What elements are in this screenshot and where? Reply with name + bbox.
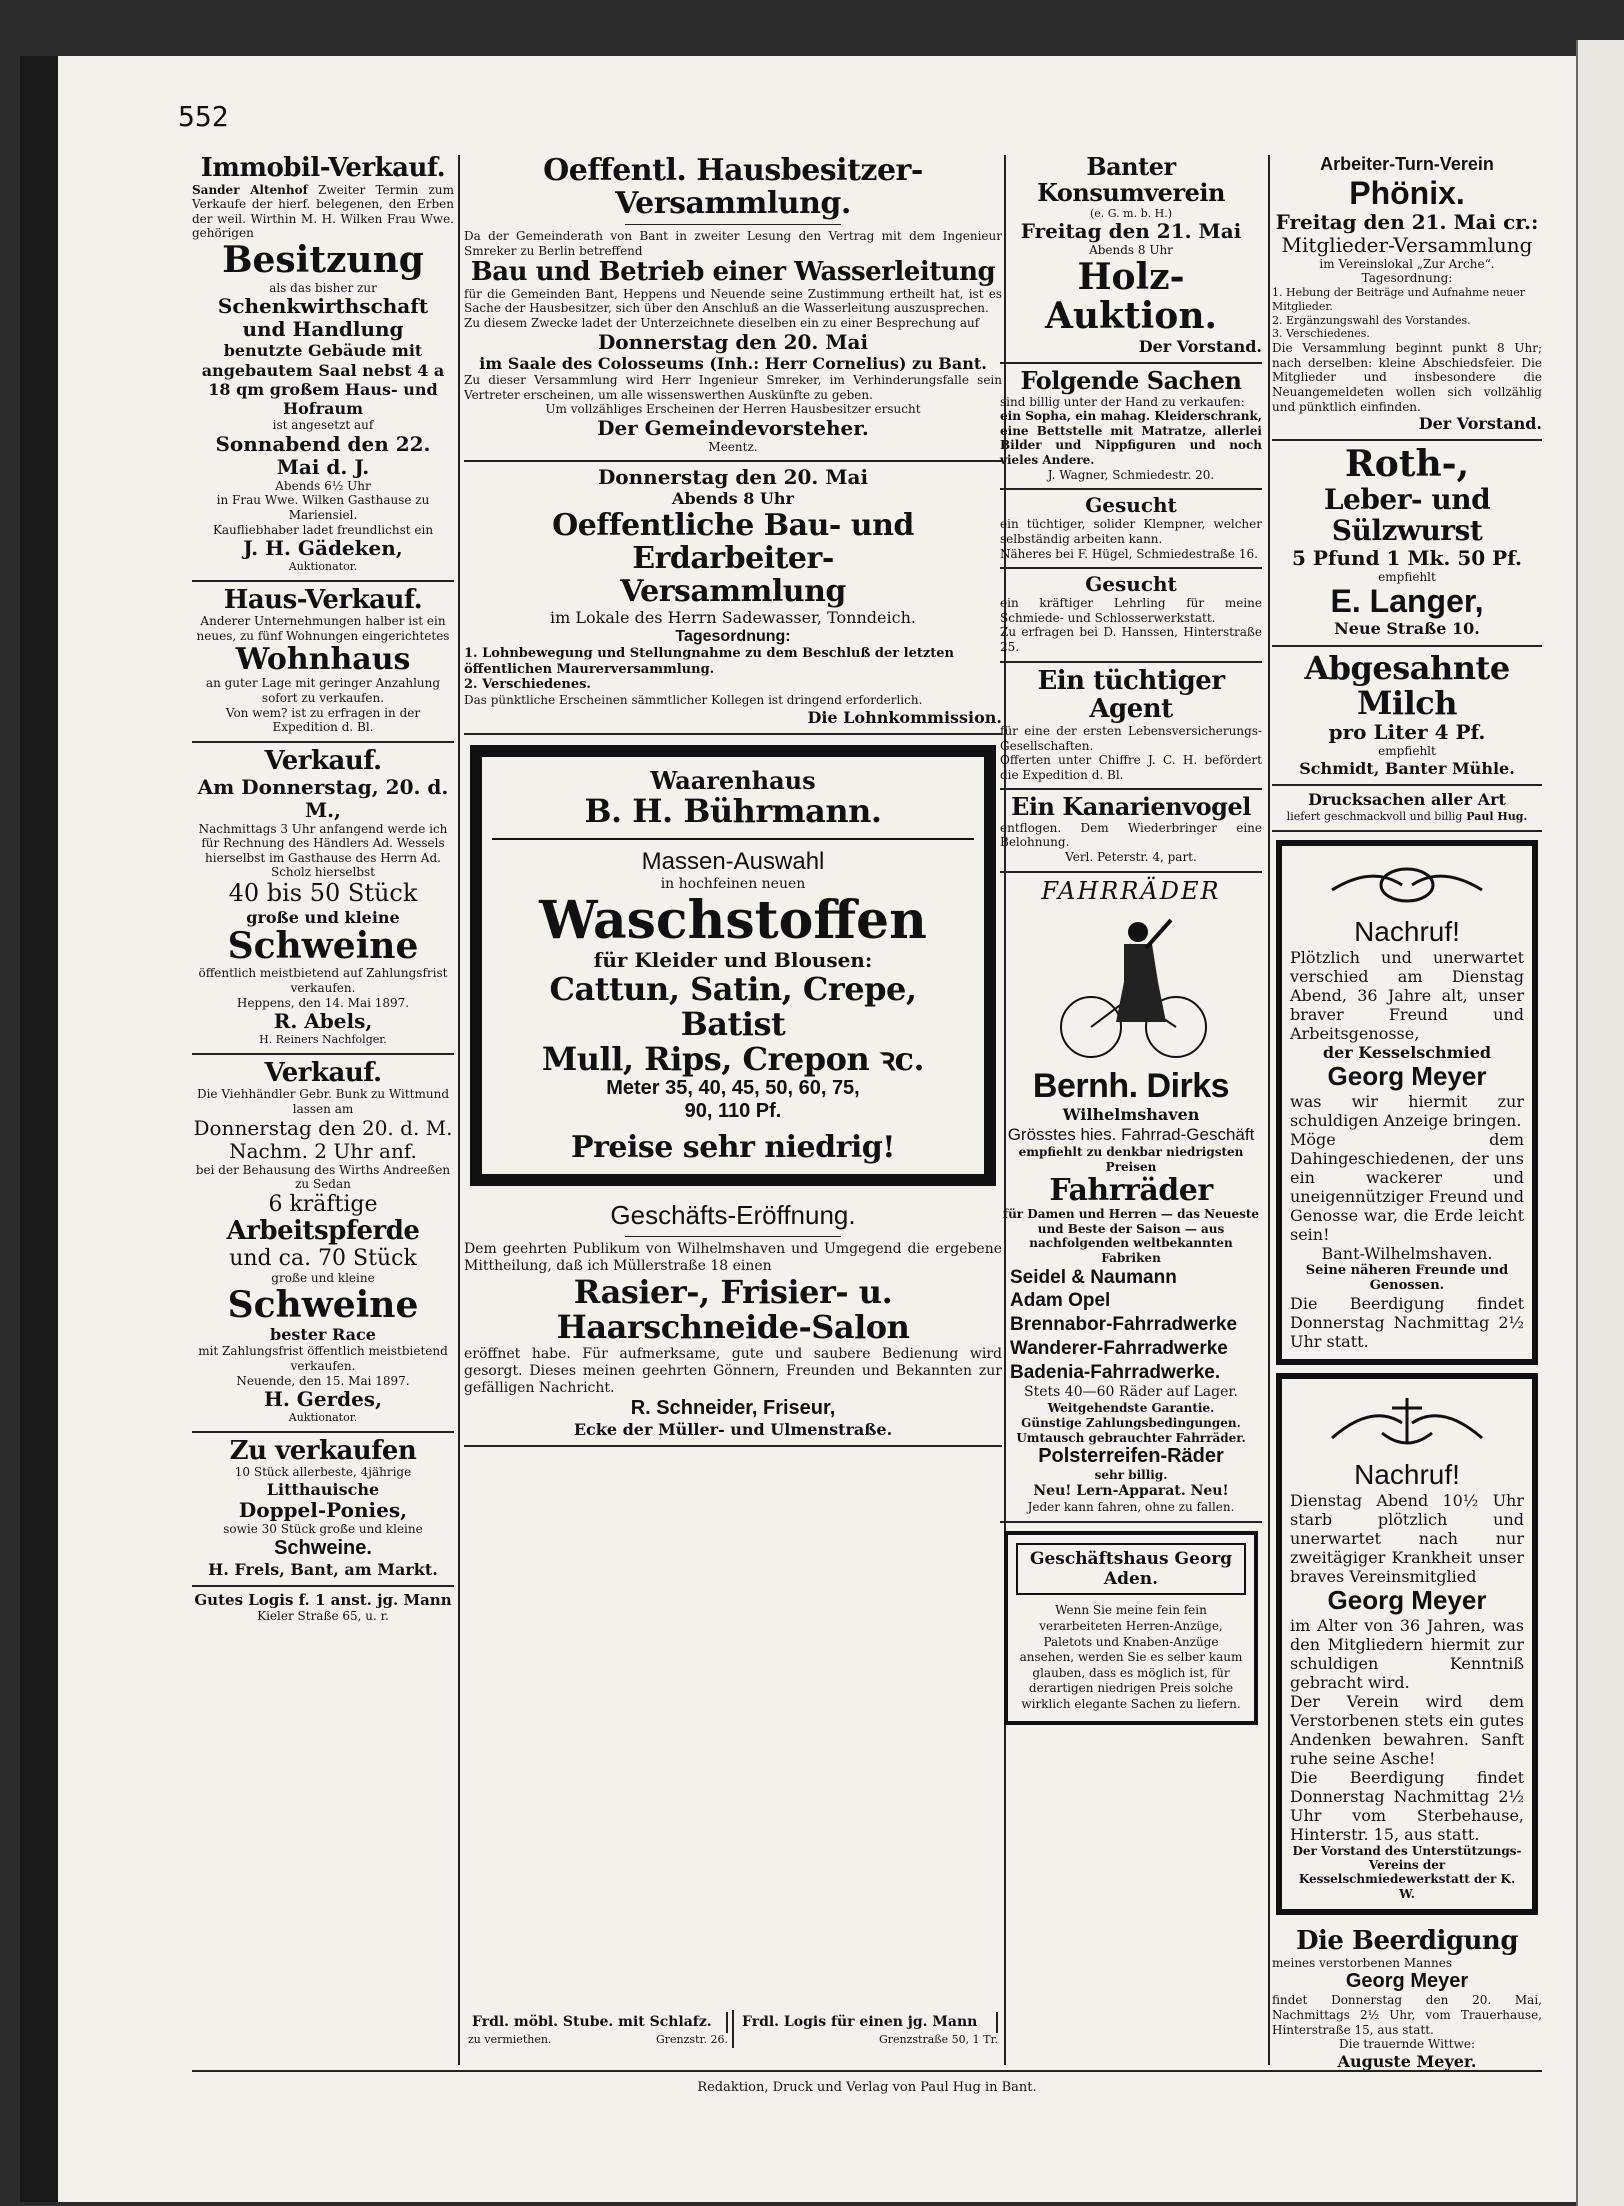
ad-date: Sonnabend den 22. Mai d. J. [215,431,431,479]
ad-title: Ein Kanarienvogel [1011,792,1251,822]
ad-text: benutzte Gebäude mit angebautem Saal nebst 4 a 18 qm großem Haus- und Hofraum [201,341,445,418]
ad-place: im Saale des Colosseums (Inh.: Herr Cornelius) zu Bant. [479,353,987,373]
brand-item: Brennabor-Fahrradwerke [1010,1314,1238,1336]
ad-big-word: Wohnhaus [235,642,411,678]
ad-text: Zu diesem Zwecke ladet der Unterzeichnete dieselben ein zu einer Besprechung auf [464,316,980,331]
ad-slogan: Preise sehr niedrig! [571,1130,895,1166]
ad-title: Frdl. möbl. Stube. mit Schlafz. [468,2012,728,2033]
ad-text: für eine der ersten Lebensversicherungs-Gesellschaften. [1000,723,1262,753]
ad-agenda-item: 1. Lohnbewegung und Stellungnahme zu dem Beschluß der letzten öffentlichen Maurerversammlung. [464,646,954,677]
anchor-wreath-icon [1322,1393,1492,1453]
ad-agenda-item: 2. Ergänzungswahl des Vorstandes. [1272,313,1471,327]
ad-text: sehr billig. [1094,1468,1168,1483]
ad-text: mit Zahlungsfrist öffentlich meistbietend verkaufen. [198,1344,448,1373]
ad-title: Gutes Logis f. 1 anst. jg. Mann [194,1590,452,1609]
ad-text: sowie 30 Stück große und kleine [223,1522,423,1537]
ad-signer: Auguste Meyer. [1337,2051,1477,2071]
ad-text: Dienstag Abend 10½ Uhr starb plötzlich und unerwartet nach nur zweitägiger Krankheit unser braves Vereinsmitglied [1290,1490,1524,1586]
ad-date: Donnerstag den 20. Mai [597,465,869,490]
ad-count: und ca. 70 Stück [229,1245,417,1271]
ad-big-word: Versammlung [620,573,846,609]
ad-big-word: Roth-, [1344,443,1470,486]
ad-title: Banter Konsumverein [1037,152,1225,208]
ad-immobil-verkauf [192,150,454,582]
ad-role: Auktionator. [288,1411,358,1425]
ad-date: Donnerstag den 20. Mai [597,329,869,354]
ad-list: Mull, Rips, Crepon ꝛc. [541,1040,925,1079]
ad-place: im Lokale des Herrn Sadewasser, Tonndeich. [550,607,916,627]
ad-time: Abends 8 Uhr [672,489,794,509]
column-3 [1000,150,1262,1733]
ad-title: Gesucht [1085,493,1177,518]
ad-title: Nachruf! [1354,1458,1460,1490]
divider [492,838,974,840]
ad-text: liefert geschmackvoll und billig [1286,809,1463,823]
ad-name: Georg Meyer [1327,1584,1487,1615]
ad-title: Drucksachen aller Art [1308,789,1506,809]
ad-signer: Der Vorstand des Unterstützungs-Vereins der Kesselschmiedewerkstatt der K. W. [1292,1843,1522,1901]
ad-signer: Der Vorstand. [1138,337,1262,356]
ad-waarenhaus [470,745,996,1187]
column-rule [458,155,460,2065]
ad-text: Dem geehrten Publikum von Wilhelmshaven und Umgegend die ergebene Mittheilung, daß ich Müllerstraße 18 einen [464,1241,1002,1275]
ad-name: Meentz. [708,439,758,454]
ad-text: Möge dem Dahingeschiedenen, der uns ein wackerer und uneigennütziger Freund und Genosse war, die Erde leicht sein! [1290,1129,1524,1244]
ad-text: öffentlich meistbietend auf Zahlungsfrist verkaufen. [198,966,448,996]
ad-big-word: Abgesahnte Milch [1304,648,1510,722]
ad-date: Freitag den 21. Mai cr.: [1275,209,1539,234]
ad-haus-verkauf [192,582,454,743]
ad-agenda-title: Tagesordnung: [675,628,791,646]
ad-signer: J. Wagner, Schmiedestr. 20. [1047,467,1215,482]
ad-text: meines verstorbenen Mannes [1272,1955,1452,1970]
ad-role: Auktionator. [288,560,358,574]
ad-nachruf-2 [1276,1373,1538,1915]
imprint-footer: Redaktion, Druck und Verlag von Paul Hug in Bant. [192,2070,1542,2095]
ad-price: 5 Pfund 1 Mk. 50 Pf. [1291,545,1523,570]
ad-signer: R. Abels, [273,1009,373,1034]
ad-agent [1000,663,1262,791]
ad-georg-aden [1004,1531,1258,1725]
ad-text: Nachmittags 3 Uhr anfangend werde ich für Rechnung des Händlers Ad. Wessels hierselbst im Gasthause des Herrn Ad. Scholz hierselbst [198,821,448,880]
ad-name: Schmidt, Banter Mühle. [1299,758,1515,778]
ad-agenda-title: Tagesordnung: [1361,271,1453,286]
book-binding [20,56,58,2202]
ad-logis [192,1587,454,1630]
ad-text: Näheres bei F. Hügel, Schmiedestraße 16. [1000,546,1258,561]
ad-kanarienvogel [1000,790,1262,872]
ad-title: Waarenhaus [650,765,816,795]
ad-text: Zweiter Termin zum Verkaufe der hierf. belegenen, den Erben der weil. Wirthin M. H. Wilken Frau Wwe. gehörigen [192,182,454,241]
ad-signer: Der Vorstand. [1418,414,1542,434]
ad-name: Georg Meyer [1345,1970,1469,1993]
divider [625,224,840,225]
ad-signer: R. Schneider, Friseur, [630,1396,836,1419]
ad-text: Stets 40—60 Räder auf Lager. [1024,1384,1238,1401]
ad-zu-verkaufen [192,1433,454,1587]
ad-text: ein Sopha, ein mahag. Kleiderschrank, eine Bettstelle mit Matratze, allerlei Bilder und Nippfiguren und noch vieles Andere. [1000,409,1262,468]
ad-text: Zu dieser Versammlung wird Herr Ingenieur Smreker, im Verhinderungsfalle sein Vertreter erscheinen, um alle wissenswerthen Auskünfte zu geben. [464,372,1002,402]
ad-sub: Grösstes hies. Fahrrad-Geschäft [1007,1124,1255,1144]
ad-text: Die Beerdigung findet Donnerstag Nachmittag 2½ Uhr vom Sterbehause, Hinterstr. 15, aus statt. [1290,1767,1524,1844]
brand-list [1000,1266,1262,1385]
ad-name: Georg Meyer [1327,1060,1487,1091]
ad-big-word: Rasier-, Frisier- u. Haarschneide-Salon [556,1273,910,1347]
ad-signer: H. Gerdes, [263,1387,383,1412]
ad-sub: für Kleider und Blousen: [593,947,873,972]
ad-title: Frdl. Logis für einen jg. Mann [738,2012,998,2033]
ad-title: Geschäfts-Eröffnung. [610,1200,856,1231]
ad-text: Umtausch gebrauchter Fahrräder. [1016,1430,1246,1445]
ad-sub: Schenkwirthschaft [217,294,429,319]
ad-verkauf-2 [192,1055,454,1433]
ad-text: was wir hiermit zur schuldigen Anzeige bringen. [1290,1091,1524,1130]
ad-address: Ecke der Müller- und Ulmenstraße. [573,1419,893,1439]
ad-text: Die Viehhändler Gebr. Bunk zu Wittmund lassen am [196,1087,450,1116]
ad-wurst [1272,441,1542,646]
column-4 [1272,150,1542,2077]
ad-text: im Alter von 36 Jahren, was den Mitgliedern hiermit zur schuldigen Kenntniß gebracht wird. [1290,1615,1524,1692]
ad-sub: Litthauische [266,1479,380,1499]
ad-big-word: Arbeitspferde [226,1216,420,1247]
ad-big-word: Holz-Auktion. [1044,255,1218,338]
ad-name: Paul Hug. [1466,809,1528,823]
ad-price: Meter 35, 40, 45, 50, 60, 75, [606,1077,860,1100]
ad-text: Die Beerdigung findet Donnerstag Nachmittag 2½ Uhr statt. [1290,1293,1524,1351]
ad-text: 10 Stück allerbeste, 4jährige [234,1465,412,1480]
ad-title: Haus-Verkauf. [223,584,423,615]
ad-agenda-item: 1. Hebung der Beiträge und Aufnahme neuer Mitglieder. [1272,286,1525,313]
ad-signer: Seine näheren Freunde und Genossen. [1305,1262,1509,1294]
ad-sub: Massen-Auswahl [641,847,825,875]
ad-big-word: Polsterreifen-Räder [1038,1445,1224,1468]
ad-title: Ein tüchtiger Agent [1037,665,1225,725]
ad-title: Zu verkaufen [229,1435,417,1466]
ad-text: Neu! Lern-Apparat. Neu! [1033,1482,1229,1499]
ad-count: 6 kräftige [268,1191,378,1217]
ad-big-word: Besitzung [222,239,424,282]
ad-beerdigung [1272,1923,1542,2077]
ad-folgende-sachen [1000,364,1262,490]
ad-time: Nachm. 2 Uhr anf. [229,1138,417,1163]
brand-item: Wanderer-Fahrradwerke [1010,1337,1228,1359]
ad-address: Grenzstr. 26. [655,2032,728,2046]
ad-text: eröffnet habe. Für aufmerksame, gute und saubere Bedienung wird gesorgt. Dieses meinen geehrten Gönnern, Freunden und Bekannten zur gefälligen Nachricht. [464,1345,1002,1396]
ad-text: bei der Behausung des Wirths Andreeßen zu Sedan [195,1162,451,1192]
ad-sub: bester Race [270,1325,376,1345]
ad-logo: FAHRRÄDER [1041,876,1221,905]
ad-text: empfiehlt [1378,743,1436,758]
ad-signer: J. H. Gädeken, [243,536,403,561]
ad-title: Geschäftshaus Georg Aden. [1016,1543,1246,1596]
ad-big-word: Schweine [227,924,419,967]
ad-signer: H. Frels, Bant, am Markt. [208,1559,438,1579]
ad-hausbesitzer [464,150,1002,462]
ad-moebl-stube [464,2010,734,2048]
ad-sub: und Handlung [242,317,404,342]
ad-date: Am Donnerstag, 20. d. M., [197,774,449,822]
ad-sub: (e. G. m. b. H.) [1089,206,1173,220]
ad-text: Jeder kann fahren, ohne zu fallen. [1027,1500,1235,1515]
ad-place: Neuende, den 15. Mai 1897. [236,1373,410,1388]
ad-text: Die Versammlung beginnt punkt 8 Uhr; nach derselben: kleine Abschiedsfeier. Die Mitglieder und insbesondere die Neuangemeldeten wollen sich vollzählig und pünktlich einfinden. [1272,341,1542,414]
ad-text: sind billig unter der Hand zu verkaufen: [1000,394,1245,409]
ad-text: ein tüchtiger, solider Klempner, welcher selbständig arbeiten kann. [1000,517,1262,546]
ad-text: Um vollzähliges Erscheinen der Herren Hausbesitzer ersucht [545,402,921,417]
ad-sub: Mitglieder-Versammlung [1281,232,1533,257]
column-rule [1268,155,1270,2065]
ad-address: Grenzstraße 50, 1 Tr. [878,2032,998,2046]
ad-text: Das pünktliche Erscheinen sämmtlicher Kollegen ist dringend erforderlich. [464,693,923,708]
ad-turnverein [1272,150,1542,441]
ad-text: Da der Gemeinderath von Bant in zweiter Lesung den Vertrag mit dem Ingenieur Smreker zu Berlin betreffend [464,229,1002,258]
ad-fahrraeder [1000,873,1262,1523]
ad-title: Verkauf. [264,1057,382,1088]
page-number: 552 [178,100,229,133]
ad-title: Nachruf! [1354,915,1460,947]
cyclist-woman-icon [1046,912,1216,1062]
ad-text: Kaufliebhaber ladet freundlichst ein [212,522,434,537]
ad-text: Verl. Peterstr. 4, part. [1065,850,1197,865]
ad-agenda-item: 3. Verschiedenes. [1272,327,1370,341]
ad-text: entflogen. Dem Wiederbringer eine Belohnung. [1000,820,1262,850]
ad-big-word: Schweine. [274,1536,372,1559]
ad-text: Weitgehendste Garantie. [1047,1401,1215,1416]
ad-big-word: Leber- und Sülzwurst [1323,482,1491,547]
ad-title: Immobil-Verkauf. [200,153,446,183]
ad-milch [1272,647,1542,786]
brand-item: Badenia-Fahrradwerke. [1010,1361,1221,1383]
ad-title: Verkauf. [264,745,382,776]
ad-date: Freitag den 21. Mai [1020,219,1242,244]
column-1 [192,150,454,1630]
ad-role: H. Reiners Nachfolger. [259,1033,387,1047]
ad-agenda-item: 2. Verschiedenes. [464,677,591,693]
ad-title: Folgende Sachen [1020,366,1242,396]
page-edge [1576,40,1624,2206]
ad-big-word: Oeffentliche Bau- und Erdarbeiter- [552,507,914,576]
ad-address: Neue Straße 10. [1334,619,1480,639]
ad-text: Anderer Unternehmungen halber ist ein neues, zu fünf Wohnungen eingerichtetes [196,614,450,643]
ad-time: Abends 8 Uhr [1089,243,1173,258]
ad-count: 40 bis 50 Stück [228,879,418,908]
ad-text: Von wem? ist zu erfragen in der Expedition d. Bl. [225,705,421,735]
ad-text: empfiehlt zu denkbar niedrigsten Preisen [1018,1144,1244,1174]
ad-logis-jg-mann [734,2010,1002,2048]
ad-text: Plötzlich und unerwartet verschied am Dienstag Abend, 36 Jahre alt, unser braver Freund und Arbeitsgenosse, [1290,947,1524,1043]
brand-item: Seidel & Naumann [1010,1266,1177,1288]
ad-big-word: Schweine [227,1283,419,1326]
brand-item: Adam Opel [1010,1290,1111,1312]
ad-place: Bant-Wilhelmshaven. [1321,1243,1493,1263]
ad-text: an guter Lage mit geringer Anzahlung sofort zu verkaufen. [205,676,441,706]
ad-text: für die Gemeinden Bant, Heppens und Neuende seine Zustimmung ertheilt hat, ist es Sache der Hausbesitzer, sich über den Anschluß an die Wasserleitung auszusprechen. [464,286,1002,316]
wreath-icon [1322,860,1492,910]
ad-list: Cattun, Satin, Crepe, Batist [549,969,917,1044]
ad-date: Donnerstag den 20. d. M. [193,1115,453,1140]
ad-lead: Sander Altenhof [192,182,308,197]
ad-name: B. H. Bührmann. [584,792,882,831]
ad-title: Arbeiter-Turn-Verein [1320,154,1494,174]
ad-title: Die Beerdigung [1296,1926,1518,1957]
ad-sub: in hochfeinen neuen [660,875,806,892]
ad-geschaefts-eroeffnung [464,1196,1002,1447]
ad-place: Heppens, den 14. Mai 1897. [236,995,410,1010]
ad-text: zu vermiethen. [468,2032,552,2046]
divider [625,1236,840,1237]
ad-text: ein kräftiger Lehrling für meine Schmiede- und Schlosserwerkstatt. [1000,596,1262,625]
ad-text: Zu erfragen bei D. Hanssen, Hinterstraße 25. [1000,625,1262,655]
ad-name: Bernh. Dirks [1032,1066,1230,1105]
ad-title: Oeffentl. Hausbesitzer-Versammlung. [543,153,923,221]
ad-big-word: Bau und Betrieb einer Wasserleitung [470,257,996,288]
ad-signer: Der Gemeindevorsteher. [597,415,869,440]
ad-role: der Kesselschmied [1322,1042,1492,1062]
ad-big-word: Fahrräder [1049,1173,1213,1209]
ad-text: in Frau Wwe. Wilken Gasthause zu Mariensiel. [216,493,430,522]
ad-big-word: Phönix. [1349,174,1465,211]
ad-title: Gesucht [1085,572,1177,597]
ad-gesucht-2 [1000,569,1262,663]
ad-place: im Vereinslokal „Zur Arche“. [1319,256,1495,271]
ad-text: ist angesetzt auf [272,418,374,433]
ad-signer: Die Lohnkommission. [807,707,1002,727]
ad-text: findet Donnerstag den 20. Mai, Nachmittags 2½ Uhr, vom Trauerhause, Hinterstraße 15, aus statt. [1272,1993,1542,2037]
ad-text: Günstige Zahlungsbedingungen. [1021,1416,1241,1431]
ad-text: empfiehlt [1378,569,1436,584]
ad-big-word: Waschstoffen [539,889,927,951]
ad-text: für Damen und Herren — das Neueste und Beste der Saison — aus nachfolgenden weltbekannten Fabriken [1002,1207,1260,1266]
ad-sub: große und kleine [246,907,400,927]
ad-price: 90, 110 Pf. [684,1100,782,1123]
ad-sub: große und kleine [271,1270,375,1285]
ad-city: Wilhelmshaven [1062,1105,1200,1125]
ad-address: Kieler Straße 65, u. r. [257,1608,389,1623]
ad-nachruf-1 [1276,840,1538,1365]
ad-text: als das bisher zur [269,280,377,295]
ad-drucksachen [1272,786,1542,832]
ad-text: Der Verein wird dem Verstorbenen stets ein gutes Andenken bewahren. Sanft ruhe seine Asche! [1290,1691,1524,1768]
ad-text: Die trauernde Wittwe: [1338,2037,1475,2052]
ad-time: Abends 6½ Uhr [275,478,371,493]
ad-text: Wenn Sie meine fein fein verarbeiteten Herren-Anzüge, Paletots und Knaben-Anzüge ansehen, werden Sie es selber kaum glauben, dass es möglich ist, für derartigen niedrigen Preis solche wirklich elegante Sachen zu liefern. [1019,1603,1243,1712]
column-2 [464,150,1002,1447]
ad-price: pro Liter 4 Pf. [1328,719,1486,744]
ad-name: E. Langer, [1330,583,1484,620]
ad-big-word: Doppel-Ponies, [238,1498,408,1523]
ad-konsumverein [1000,150,1262,364]
ad-gesucht-1 [1000,490,1262,569]
ad-bauarbeiter [464,462,1002,734]
ad-verkauf-1 [192,743,454,1055]
ad-text: Offerten unter Chiffre J. C. H. befördert die Expedition d. Bl. [1000,753,1262,782]
bottom-row-ads [464,2010,1002,2048]
